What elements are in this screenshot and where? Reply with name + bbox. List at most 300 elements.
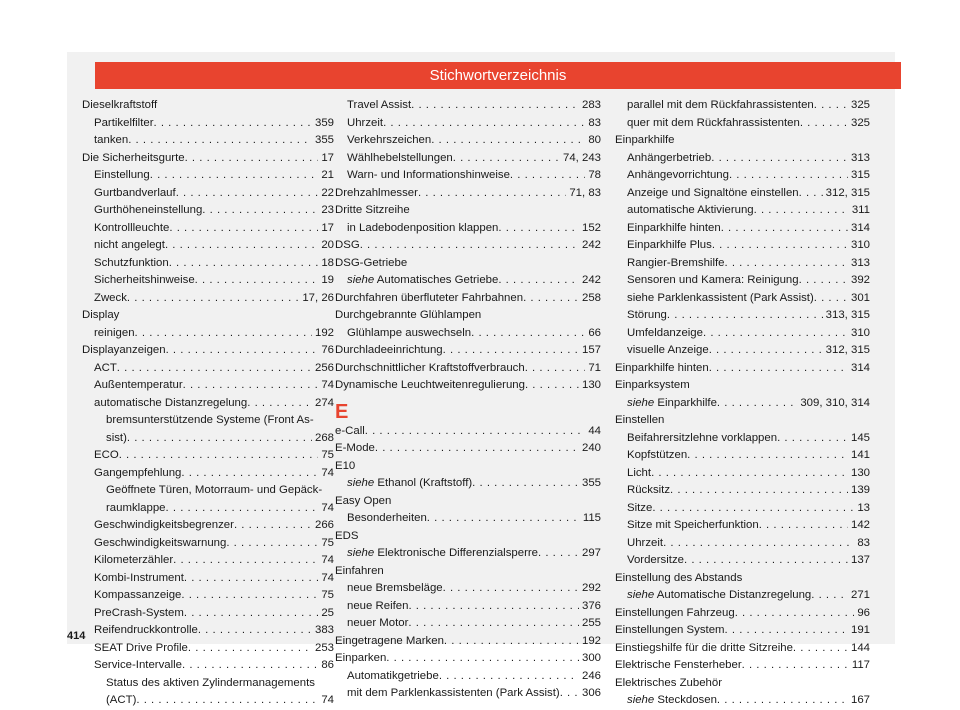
- entry-label: [627, 167, 729, 185]
- entry-label: [347, 598, 408, 616]
- entry-label: [347, 545, 538, 563]
- entry-label: Einparkhilfe: [615, 134, 675, 146]
- dot-leader: [127, 430, 312, 448]
- entry-label-text: Uhrzeit: [347, 116, 384, 129]
- dot-leader: [814, 290, 848, 308]
- dot-leader: [418, 185, 566, 203]
- page-reference[interactable]: 71, 83: [569, 186, 601, 199]
- entry-label-text: Dynamische Leuchtweitenregulierung: [335, 379, 525, 391]
- entry-label-text: Eingetragene Marken: [335, 634, 444, 647]
- entry-label-text: Kopfstützen: [627, 449, 688, 461]
- entry-label: [94, 552, 173, 570]
- dot-leader: [411, 97, 579, 115]
- page-reference[interactable]: 359: [314, 116, 334, 129]
- entry-label: Dieselkraftstoff: [82, 99, 158, 111]
- index-subentry: [82, 535, 334, 553]
- index-entry: [335, 255, 601, 273]
- entry-label-text: reinigen: [94, 326, 135, 339]
- page-reference[interactable]: 311: [851, 204, 870, 216]
- entry-label-text: Elektronische Differenzialsperre: [374, 547, 538, 559]
- entry-label: [347, 150, 453, 168]
- page-reference[interactable]: 300: [581, 652, 601, 664]
- entry-label: [335, 633, 444, 651]
- page-reference[interactable]: 74: [321, 571, 334, 584]
- dot-leader: [181, 465, 318, 483]
- entry-label-line1: Status des aktiven Zylindermanagements: [106, 676, 315, 689]
- dot-leader: [383, 115, 585, 133]
- entry-label: [627, 307, 667, 325]
- dot-leader: [742, 657, 849, 675]
- page-reference[interactable]: 20: [321, 239, 334, 251]
- entry-label-text: Glühlampe auswechseln: [347, 326, 472, 339]
- entry-label: Einstellen: [615, 414, 665, 426]
- dot-leader: [471, 325, 585, 343]
- page-reference[interactable]: 310: [850, 326, 870, 339]
- index-letter-heading: E: [335, 400, 349, 423]
- page-reference[interactable]: 74: [321, 694, 334, 706]
- entry-label-text: Rücksitz: [627, 484, 671, 496]
- index-subentry: [615, 535, 870, 553]
- page-reference[interactable]: 25: [321, 606, 334, 619]
- index-subentry: [82, 465, 334, 483]
- index-subentry: [335, 615, 601, 633]
- index-entry: [335, 202, 601, 220]
- index-entry: [615, 412, 870, 430]
- page-reference[interactable]: 325: [850, 99, 870, 111]
- entry-label: [615, 622, 725, 640]
- page-reference[interactable]: 17: [321, 151, 334, 164]
- index-entry: [335, 528, 601, 546]
- dot-leader: [684, 552, 848, 570]
- dot-leader: [498, 272, 579, 290]
- entry-label-text: Kilometerzähler: [94, 554, 174, 566]
- entry-label: [94, 447, 119, 465]
- dot-leader: [799, 185, 823, 203]
- index-subentry: [82, 605, 334, 623]
- dot-leader: [800, 115, 848, 133]
- entry-label-text: Anhängerbetrieb: [627, 151, 712, 164]
- dot-leader: [687, 447, 848, 465]
- entry-label-text: parallel mit dem Rückfahrassistenten: [627, 99, 814, 111]
- entry-label: [94, 325, 135, 343]
- see-reference: siehe: [347, 274, 375, 286]
- index-subentry: [335, 167, 601, 185]
- entry-label: [627, 447, 687, 465]
- page-reference[interactable]: 75: [321, 449, 334, 461]
- index-entry: [335, 307, 601, 325]
- dot-leader: [443, 580, 579, 598]
- entry-label: [82, 150, 185, 168]
- page-reference[interactable]: 292: [581, 582, 601, 594]
- dot-leader: [247, 395, 312, 413]
- section-title-banner: [95, 62, 901, 89]
- entry-label-text: Service-Intervalle: [94, 659, 182, 671]
- page-reference[interactable]: 78: [588, 169, 601, 181]
- entry-label: [347, 580, 443, 598]
- page-reference[interactable]: 83: [857, 536, 870, 549]
- page-reference[interactable]: 74: [321, 466, 334, 479]
- entry-label: [627, 482, 670, 500]
- index-entry: [82, 97, 334, 115]
- dot-leader: [663, 535, 854, 553]
- index-subentry: [82, 622, 334, 640]
- page-reference[interactable]: 152: [581, 221, 601, 234]
- page-reference[interactable]: 274: [314, 396, 334, 409]
- index-subentry: [335, 272, 601, 290]
- entry-label: Easy Open: [335, 494, 392, 507]
- entry-label-line1: bremsunterstützende Systeme (Front As-: [106, 414, 314, 426]
- entry-label-text: Sitze mit Speicherfunktion: [627, 519, 759, 531]
- dot-leader: [182, 657, 318, 675]
- page-reference[interactable]: 240: [581, 442, 601, 454]
- dot-leader: [408, 598, 579, 616]
- dot-leader: [431, 132, 585, 150]
- index-subentry: [82, 412, 334, 447]
- page-reference[interactable]: 355: [314, 134, 334, 146]
- entry-label-text: nicht angelegt: [94, 239, 165, 251]
- entry-label: [347, 685, 560, 703]
- entry-label: [335, 237, 360, 255]
- entry-label-text: neue Bremsbeläge: [347, 582, 443, 594]
- entry-label: [347, 325, 471, 343]
- dot-leader: [234, 517, 312, 535]
- page-reference[interactable]: 314: [850, 221, 870, 234]
- entry-label: [335, 440, 375, 458]
- entry-label: [94, 290, 127, 308]
- index-subentry: [335, 668, 601, 686]
- page-reference[interactable]: 314: [850, 361, 870, 374]
- page-reference[interactable]: 86: [321, 659, 334, 671]
- entry-label: [347, 115, 383, 133]
- entry-label-text: automatische Aktivierung: [627, 204, 754, 216]
- page-reference[interactable]: 74: [321, 501, 334, 514]
- dot-leader: [386, 650, 579, 668]
- page-reference[interactable]: 141: [850, 449, 870, 461]
- index-subentry: [615, 517, 870, 535]
- entry-label: [347, 615, 408, 633]
- page-reference[interactable]: 312, 315: [825, 186, 870, 199]
- page-reference[interactable]: 13: [857, 501, 870, 514]
- page-reference[interactable]: 117: [851, 659, 870, 671]
- index-subentry: [82, 255, 334, 273]
- entry-label: [94, 185, 176, 203]
- entry-label: [615, 605, 735, 623]
- page-reference[interactable]: 130: [581, 379, 601, 391]
- index-subentry: [615, 307, 870, 325]
- index-subentry: [615, 97, 870, 115]
- index-subentry: [335, 475, 601, 493]
- index-subentry: [82, 290, 334, 308]
- entry-label: [335, 290, 523, 308]
- index-entry: [615, 570, 870, 588]
- entry-label: [94, 272, 195, 290]
- entry-label: [335, 650, 386, 668]
- page-reference[interactable]: 271: [850, 589, 870, 601]
- page-reference[interactable]: 21: [321, 169, 334, 181]
- entry-label-text: Anhängevorrichtung: [627, 169, 729, 181]
- index-entry: [82, 342, 334, 360]
- index-subentry: [615, 255, 870, 273]
- entry-label: [94, 587, 181, 605]
- dot-leader: [166, 500, 319, 518]
- dot-leader: [136, 692, 318, 710]
- page-reference[interactable]: 23: [321, 204, 334, 216]
- index-subentry: [82, 552, 334, 570]
- dot-leader: [453, 150, 560, 168]
- index-subentry: [82, 115, 334, 133]
- dot-leader: [119, 447, 319, 465]
- entry-label: [347, 475, 472, 493]
- entry-label-text: Durchschnittlicher Kraftstoffverbrauch: [335, 361, 525, 374]
- entry-label-text: Partikelfilter: [94, 116, 154, 129]
- dot-leader: [652, 500, 854, 518]
- page-reference[interactable]: 313: [850, 256, 870, 269]
- entry-label-text: in Ladebodenposition klappen: [347, 221, 499, 234]
- entry-label-text: Automatisches Getriebe: [374, 274, 499, 286]
- index-subentry: [82, 360, 334, 378]
- page-reference[interactable]: 80: [588, 134, 601, 146]
- page-reference[interactable]: 253: [314, 641, 334, 654]
- entry-label: [627, 500, 652, 518]
- entry-label-text: PreCrash-System: [94, 606, 184, 619]
- entry-label: [94, 115, 154, 133]
- page-reference[interactable]: 22: [321, 186, 334, 199]
- dot-leader: [198, 622, 312, 640]
- page-reference[interactable]: 139: [850, 484, 870, 496]
- index-subentry: [335, 510, 601, 528]
- page-reference[interactable]: 115: [582, 512, 601, 524]
- entry-label-text: Störung: [627, 309, 667, 321]
- page-reference[interactable]: 268: [314, 431, 334, 444]
- page-reference[interactable]: 310: [850, 239, 870, 251]
- page-reference[interactable]: 17: [321, 221, 334, 234]
- page-reference[interactable]: 246: [581, 669, 601, 682]
- page-reference[interactable]: 18: [321, 256, 334, 269]
- entry-label-text: Zweck: [94, 291, 127, 304]
- see-reference: siehe: [347, 547, 375, 559]
- page-reference[interactable]: 256: [314, 361, 334, 374]
- entry-label-text: Beifahrersitzlehne vorklappen: [627, 431, 778, 444]
- page-reference[interactable]: 283: [581, 99, 601, 111]
- page-reference[interactable]: 74: [321, 554, 334, 566]
- entry-label: [94, 220, 169, 238]
- page-reference[interactable]: 297: [581, 547, 601, 559]
- dot-leader: [670, 482, 848, 500]
- entry-label: [627, 202, 754, 220]
- page-reference[interactable]: 17, 26: [302, 291, 334, 304]
- index-subentry: [615, 150, 870, 168]
- entry-label-text: Automatische Distanzregelung: [654, 589, 812, 601]
- entry-label-text: Durchfahren überfluteter Fahrbahnen: [335, 291, 524, 304]
- page-reference[interactable]: 192: [581, 634, 601, 647]
- index-subentry: [82, 517, 334, 535]
- dot-leader: [117, 360, 312, 378]
- entry-label: [335, 342, 443, 360]
- entry-label: [627, 535, 663, 553]
- page-reference[interactable]: 74: [321, 379, 334, 391]
- entry-label-text: Die Sicherheitsgurte: [82, 151, 185, 164]
- entry-label-text: Sitze: [627, 501, 653, 514]
- entry-label: [335, 185, 418, 203]
- page-reference[interactable]: 255: [581, 617, 601, 629]
- dot-leader: [725, 255, 848, 273]
- entry-label: [82, 342, 166, 360]
- entry-label-text: Rangier-Bremshilfe: [627, 256, 725, 269]
- page-reference[interactable]: 301: [850, 291, 870, 304]
- page-reference[interactable]: 137: [850, 554, 870, 566]
- index-subentry: [82, 202, 334, 220]
- page-reference[interactable]: 306: [581, 687, 601, 699]
- page-reference[interactable]: 142: [850, 519, 870, 531]
- page-reference[interactable]: 242: [581, 239, 601, 251]
- dot-leader: [154, 115, 312, 133]
- entry-label: [627, 150, 711, 168]
- entry-label: [94, 132, 128, 150]
- dot-leader: [439, 668, 579, 686]
- page-reference[interactable]: 313: [850, 151, 870, 164]
- entry-label: [94, 640, 188, 658]
- dot-leader: [525, 360, 586, 378]
- dot-leader: [725, 622, 848, 640]
- dot-leader: [793, 640, 848, 658]
- entry-label: [94, 535, 226, 553]
- page-reference[interactable]: 313, 315: [825, 309, 870, 321]
- dot-leader: [185, 150, 319, 168]
- page-reference[interactable]: 192: [314, 326, 334, 339]
- index-entry: [615, 622, 870, 640]
- entry-label-text: Wählhebelstellungen: [347, 151, 453, 164]
- dot-leader: [408, 615, 579, 633]
- entry-label-text: visuelle Anzeige: [627, 344, 709, 356]
- entry-label: [627, 430, 777, 448]
- entry-label-text: tanken: [94, 134, 129, 146]
- entry-label-text: Displayanzeigen: [82, 344, 166, 356]
- page-reference[interactable]: 315: [850, 169, 870, 181]
- page-reference[interactable]: 312, 315: [825, 344, 870, 356]
- index-subentry: [615, 220, 870, 238]
- dot-leader: [721, 220, 848, 238]
- entry-label: [347, 510, 427, 528]
- page-reference[interactable]: 83: [588, 116, 601, 129]
- dot-leader: [651, 465, 848, 483]
- dot-leader: [184, 570, 318, 588]
- entry-label-text: Durchladeeinrichtung: [335, 344, 443, 356]
- entry-label-text: Drehzahlmesser: [335, 186, 418, 199]
- dot-leader: [523, 290, 579, 308]
- dot-leader: [195, 272, 319, 290]
- entry-label-text: Einparkhilfe hinten: [615, 361, 709, 374]
- page-reference[interactable]: 392: [850, 274, 870, 286]
- page-reference[interactable]: 66: [588, 326, 601, 339]
- index-entry: [615, 675, 870, 693]
- entry-label: [627, 237, 712, 255]
- page-reference[interactable]: 71: [588, 361, 601, 374]
- page-reference[interactable]: 325: [850, 116, 870, 129]
- index-entry: [335, 458, 601, 476]
- page-reference[interactable]: 74, 243: [562, 151, 601, 164]
- dot-leader: [188, 640, 312, 658]
- page-reference[interactable]: 376: [581, 599, 601, 612]
- entry-label: [627, 692, 717, 710]
- page-reference[interactable]: 191: [850, 624, 870, 636]
- entry-label: [94, 605, 184, 623]
- page-reference[interactable]: 96: [857, 606, 870, 619]
- dot-leader: [711, 150, 848, 168]
- entry-label: [347, 167, 510, 185]
- page-reference[interactable]: 145: [850, 431, 870, 444]
- entry-label-text: Warn- und Informationshinweise: [347, 169, 510, 181]
- index-subentry: [615, 482, 870, 500]
- entry-label-text: Einstiegshilfe für die dritte Sitzreihe: [615, 641, 793, 654]
- entry-label: [627, 290, 814, 308]
- page-reference[interactable]: 19: [321, 274, 334, 286]
- entry-label-text: Ethanol (Kraftstoff): [374, 477, 473, 489]
- entry-label-line1: Geöffnete Türen, Motorraum- und Gepäck-: [106, 484, 323, 496]
- index-subentry: [335, 220, 601, 238]
- entry-label: [627, 587, 811, 605]
- entry-label-text: Umfeldanzeige: [627, 326, 703, 339]
- dot-leader: [709, 360, 848, 378]
- page-reference[interactable]: 355: [581, 477, 601, 489]
- index-subentry: [615, 167, 870, 185]
- entry-label: Einfahren: [335, 564, 384, 577]
- page-reference[interactable]: 309, 310, 314: [800, 396, 870, 409]
- page-reference[interactable]: 266: [314, 519, 334, 531]
- entry-label: Elektrisches Zubehör: [615, 676, 722, 689]
- entry-label: [94, 657, 182, 675]
- entry-label-text: automatische Distanzregelung: [94, 396, 248, 409]
- dot-leader: [181, 587, 318, 605]
- page-reference[interactable]: 144: [850, 641, 870, 654]
- page-reference[interactable]: 75: [321, 589, 334, 601]
- entry-label: [94, 465, 181, 483]
- entry-label: [627, 517, 759, 535]
- entry-label-text: Reifendruckkontrolle: [94, 624, 198, 636]
- entry-label: [627, 115, 800, 133]
- entry-label: [627, 552, 684, 570]
- dot-leader: [360, 237, 579, 255]
- page-reference[interactable]: 130: [850, 466, 870, 479]
- entry-label: DSG-Getriebe: [335, 256, 408, 269]
- entry-label: [106, 500, 166, 518]
- entry-label-text: Licht: [627, 466, 652, 479]
- index-subentry: [82, 570, 334, 588]
- page-reference[interactable]: 258: [581, 291, 601, 304]
- index-subentry: [82, 482, 334, 517]
- index-entry: [82, 307, 334, 325]
- index-subentry: [335, 132, 601, 150]
- page-reference[interactable]: 157: [581, 344, 601, 356]
- page-reference[interactable]: 44: [588, 424, 601, 437]
- page-reference[interactable]: 167: [850, 694, 870, 706]
- see-reference: siehe: [347, 477, 375, 489]
- index-entry: [615, 132, 870, 150]
- page-reference[interactable]: 383: [314, 624, 334, 636]
- index-subentry: [615, 325, 870, 343]
- dot-leader: [365, 423, 586, 441]
- index-subentry: [615, 395, 870, 413]
- entry-label-text: Einstellungen System: [615, 624, 725, 636]
- entry-label: [335, 360, 525, 378]
- dot-leader: [183, 377, 319, 395]
- page-reference[interactable]: 75: [321, 536, 334, 549]
- page-reference[interactable]: 242: [581, 274, 601, 286]
- dot-leader: [173, 552, 318, 570]
- entry-label-text: Gurtbandverlauf: [94, 186, 176, 199]
- page-reference[interactable]: 76: [321, 344, 334, 356]
- index-subentry: [615, 692, 870, 710]
- index-subentry: [615, 185, 870, 203]
